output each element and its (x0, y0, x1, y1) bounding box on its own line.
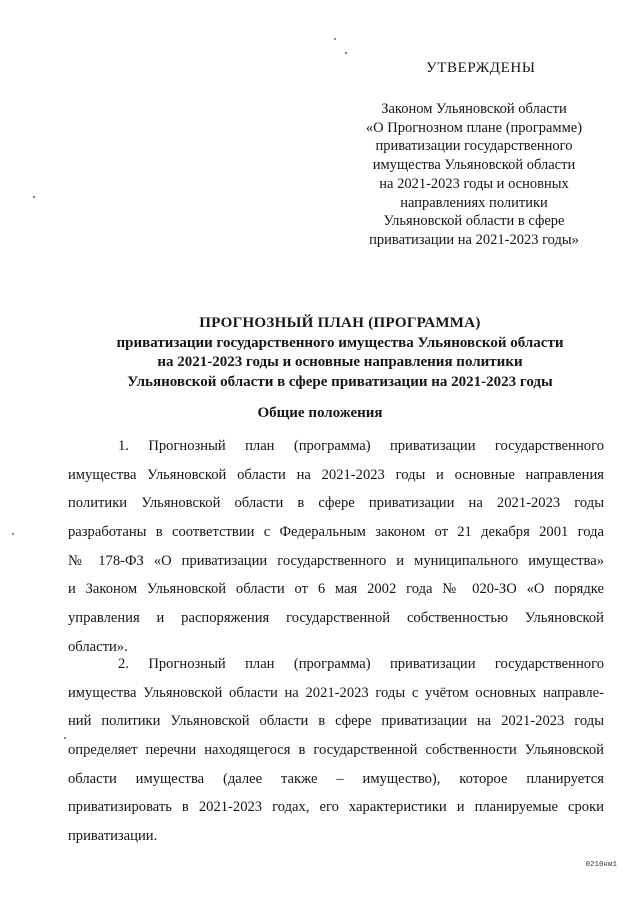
paragraph-line: приватизации. (68, 828, 158, 845)
approval-line: «О Прогнозном плане (программе) (365, 119, 583, 136)
paragraph-line: управления и распоряжения государственной собственностью Ульяновской (68, 610, 604, 627)
paragraph-line: области имущества (далее также – имущество), которое планируется (68, 770, 604, 787)
approval-reference (354, 100, 594, 250)
approval-line: Законом Ульяновской области (381, 101, 567, 117)
approval-line: на 2021-2023 годы и основных (379, 175, 569, 192)
scan-speck (33, 196, 35, 198)
document-code: 0210км1 (585, 861, 617, 869)
paragraph-line: имущества Ульяновской области на 2021-2023 годы и основные направления (68, 466, 604, 483)
scan-speck (64, 737, 66, 739)
title-line: Ульяновской области в сфере приватизации на 2021-2023 годы (127, 373, 553, 390)
paragraph-1 (68, 432, 604, 662)
paragraph-line: области». (68, 638, 128, 655)
paragraph-line: ний политики Ульяновской области в сфере приватизации на 2021-2023 годы (68, 713, 604, 730)
paragraph-line: 2. Прогнозный план (программа) приватизации государственного (118, 656, 604, 672)
paragraph-line: разработаны в соответствии с Федеральным законом от 21 декабря 2001 года (68, 524, 604, 541)
paragraph-line: имущества Ульяновской области на 2021-2023 годы с учётом основных направле- (68, 684, 604, 701)
title-line: приватизации государственного имущества Ульяновской области (116, 334, 564, 351)
approval-title: УТВЕРЖДЕНЫ (426, 60, 536, 76)
approval-line: Ульяновской области в сфере (383, 213, 565, 230)
paragraph-line: определяет перечни находящегося в государственной собственности Ульяновской (68, 742, 604, 759)
title-line: ПРОГНОЗНЫЙ ПЛАН (ПРОГРАММА) (199, 315, 481, 331)
section-heading: Общие положения (257, 405, 383, 421)
paragraph-line: и Законом Ульяновской области от 6 мая 2002 года № 020-ЗО «О порядке (68, 581, 604, 598)
scan-speck (12, 533, 14, 535)
approval-line: приватизации на 2021-2023 годы» (369, 231, 579, 248)
paragraph-line: политики Ульяновской области в сфере приватизации на 2021-2023 годы (68, 495, 604, 512)
paragraph-2 (68, 650, 604, 851)
approval-line: имущества Ульяновской области (372, 157, 576, 174)
paragraph-line: № 178-ФЗ «О приватизации государственного и муниципального имущества» (68, 552, 604, 569)
scan-speck (345, 52, 347, 54)
scan-speck (334, 38, 336, 40)
approval-line: приватизации государственного (375, 138, 573, 155)
paragraph-line: 1. Прогнозный план (программа) приватизации государственного (118, 438, 604, 454)
document-title (40, 314, 640, 392)
approval-line: направлениях политики (400, 194, 548, 211)
paragraph-line: приватизировать в 2021-2023 годах, его характеристики и планируемые сроки (68, 799, 604, 816)
title-line: на 2021-2023 годы и основные направления политики (157, 354, 523, 370)
